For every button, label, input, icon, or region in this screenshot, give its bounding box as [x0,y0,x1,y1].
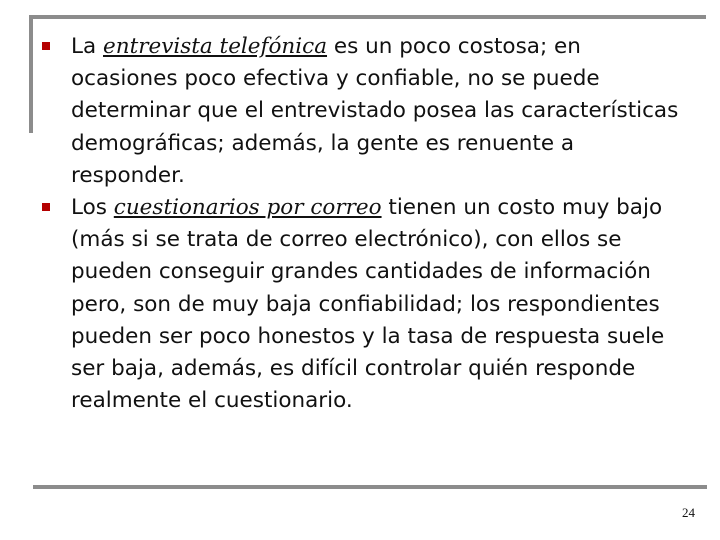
page-number: 24 [682,505,695,520]
square-bullet-icon [42,42,50,50]
bullet-text-rest: es un poco costosa; en ocasiones poco efectiva y confiable, no se puede determinar que el entrevistado posea las características demográficas; además, la gente es renuente a responder. [71,34,679,188]
slide-content [41,31,686,417]
bullet-emphasis: cuestionarios por correo [113,195,382,221]
square-bullet-icon [42,203,50,211]
frame-bottom-rule [33,485,707,489]
bullet-text-start: Los [71,195,114,221]
bullet-text-rest: tienen un costo muy bajo (más si se trata de correo electrónico), con ellos se pueden conseguir grandes cantidades de información pero, son de muy baja confiabilidad; los respondientes pueden ser poco honestos y la tasa de respuesta suele ser baja, además, es difícil controlar quién responde realmente el cuestionario. [71,195,665,414]
bullet-emphasis: entrevista telefónica [103,34,328,59]
bullet-text-start: La [71,34,103,59]
bullet-item-mail-questionnaires [41,192,686,417]
frame-top-rule [29,15,706,19]
frame-left-rule [29,15,33,133]
bullet-item-telephone-interview [41,31,686,192]
